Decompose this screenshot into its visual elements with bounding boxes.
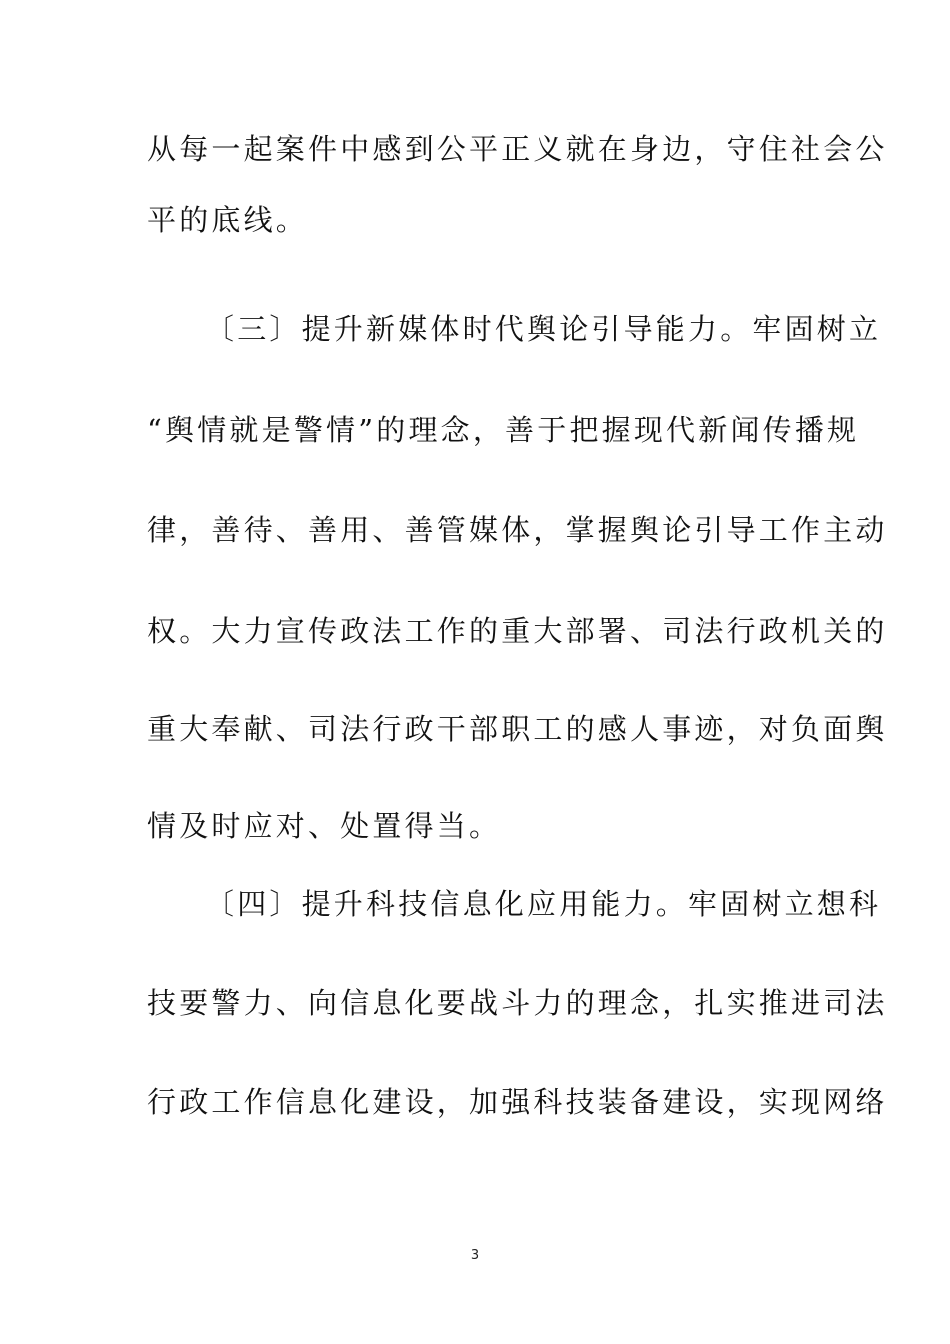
paragraph-1-line-2: 平的底线。 — [147, 203, 309, 237]
paragraph-2-line-1: 〔三〕提升新媒体时代舆论引导能力。牢固树立 — [205, 312, 882, 346]
paragraph-3-line-2: 技要警力、向信息化要战斗力的理念，扎实推进司法 — [147, 986, 888, 1020]
paragraph-2-line-2: “舆情就是警情”的理念，善于把握现代新闻传播规 — [147, 413, 860, 447]
page-number: 3 — [470, 1248, 480, 1263]
paragraph-2-line-6: 情及时应对、处置得当。 — [147, 809, 502, 843]
paragraph-2-line-3: 律，善待、善用、善管媒体，掌握舆论引导工作主动 — [147, 513, 888, 547]
paragraph-3-line-1: 〔四〕提升科技信息化应用能力。牢固树立想科 — [205, 887, 882, 921]
paragraph-1-line-1: 从每一起案件中感到公平正义就在身边，守住社会公 — [147, 132, 888, 166]
paragraph-2-line-4: 权。大力宣传政法工作的重大部署、司法行政机关的 — [147, 614, 888, 648]
paragraph-3-line-3: 行政工作信息化建设，加强科技装备建设，实现网络 — [147, 1085, 888, 1119]
paragraph-2-line-5: 重大奉献、司法行政干部职工的感人事迹，对负面舆 — [147, 712, 888, 746]
